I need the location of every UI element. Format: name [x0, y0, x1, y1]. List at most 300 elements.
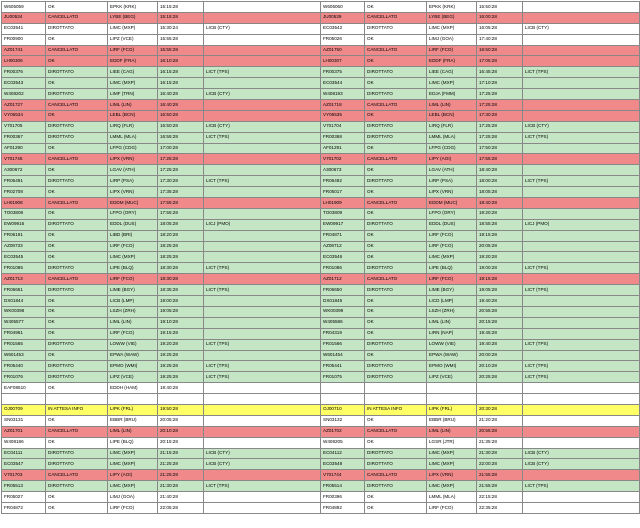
- table-row[interactable]: [2, 198, 640, 209]
- cell-right-code: FR06492: [321, 176, 365, 187]
- table-row[interactable]: [2, 404, 640, 415]
- cell-left-status: DIROTTATO: [46, 285, 108, 296]
- cell-left-extra: [204, 426, 321, 437]
- cell-right-route: EDDM (MUC): [427, 198, 477, 209]
- cell-left-route: LIEE (CAG): [108, 67, 158, 78]
- cell-left-status: OK: [46, 187, 108, 198]
- cell-left-time: 17:25:28: [158, 165, 204, 176]
- cell-left-time: 20:10:28: [158, 426, 204, 437]
- cell-left-status: IN ATTESA INFO: [46, 404, 108, 415]
- cell-left-status: OK: [46, 34, 108, 45]
- cell-right-extra: [523, 89, 640, 100]
- cell-left-status: DIROTTATO: [46, 263, 108, 274]
- cell-left-extra: [204, 100, 321, 111]
- cell-left-code: FR02708: [2, 187, 46, 198]
- cell-right-status: OK: [365, 306, 427, 317]
- cell-right-extra: [523, 2, 640, 13]
- cell-left-extra: LICB (CTY): [204, 89, 321, 100]
- cell-left-time: 20:05:28: [158, 415, 204, 426]
- cell-left-route: EPKK (KRK): [108, 2, 158, 13]
- table-row[interactable]: [2, 350, 640, 361]
- table-row[interactable]: [2, 45, 640, 56]
- cell-left-route: EPMO (WMI): [108, 361, 158, 372]
- cell-left-status: OK: [46, 437, 108, 448]
- cell-right-extra: [523, 274, 640, 285]
- cell-right-time: 18:40:28: [477, 198, 523, 209]
- cell-right-route: LEBL (BCN): [427, 110, 477, 121]
- cell-right-route: EPWA (WAW): [427, 350, 477, 361]
- table-row[interactable]: [2, 187, 640, 198]
- cell-right-status: DIROTTATO: [365, 448, 427, 459]
- table-row[interactable]: [2, 241, 640, 252]
- cell-left-code: LH00306: [2, 56, 46, 67]
- cell-left-code: W408202: [2, 89, 46, 100]
- cell-left-time: 20:15:28: [158, 437, 204, 448]
- cell-left-time: 19:25:28: [158, 361, 204, 372]
- cell-left-status: OK: [46, 165, 108, 176]
- table-row[interactable]: [2, 154, 640, 165]
- cell-right-time: 19:05:28: [477, 285, 523, 296]
- cell-left-extra: LICT (TPS): [204, 361, 321, 372]
- cell-right-route: EDDF (FRA): [427, 56, 477, 67]
- cell-left-status: DIROTTATO: [46, 219, 108, 230]
- cell-right-status: DIROTTATO: [365, 372, 427, 383]
- cell-right-route: LIPZ (VCE): [427, 372, 477, 383]
- cell-left-extra: [204, 328, 321, 339]
- cell-left-extra: LICT (TPS): [204, 176, 321, 187]
- cell-right-status: OK: [365, 350, 427, 361]
- cell-right-time: 22:00:28: [477, 459, 523, 470]
- cell-right-extra: [523, 252, 640, 263]
- cell-right-code: JU00539: [321, 12, 365, 23]
- cell-right-route: LIPY (AOI): [427, 154, 477, 165]
- cell-right-code: AZ08712: [321, 241, 365, 252]
- cell-left-status: DIROTTATO: [46, 448, 108, 459]
- cell-right-status: DIROTTATO: [365, 481, 427, 492]
- cell-left-status: DIROTTATO: [46, 481, 108, 492]
- cell-right-route: EPMO (WMI): [427, 361, 477, 372]
- table-row[interactable]: [2, 56, 640, 67]
- table-row[interactable]: [2, 132, 640, 143]
- cell-left-route: LIRP (PSA): [108, 176, 158, 187]
- cell-right-code: FR05017: [321, 187, 365, 198]
- cell-right-time: 20:05:28: [477, 241, 523, 252]
- cell-right-status: OK: [365, 143, 427, 154]
- cell-left-extra: LICT (TPS): [204, 285, 321, 296]
- flight-table-body: [2, 2, 640, 514]
- cell-left-extra: [204, 230, 321, 241]
- cell-left-code: FR00900: [2, 34, 46, 45]
- cell-right-time: 21:20:28: [477, 415, 523, 426]
- cell-left-time: 16:15:28: [158, 78, 204, 89]
- cell-left-extra: [204, 110, 321, 121]
- cell-left-code: FR06651: [2, 285, 46, 296]
- cell-right-status: DIROTTATO: [365, 361, 427, 372]
- cell-right-time: 17:25:28: [477, 100, 523, 111]
- table-row[interactable]: [2, 89, 640, 100]
- cell-right-extra: [523, 34, 640, 45]
- cell-right-route: LIRF (FCO): [427, 274, 477, 285]
- cell-left-extra: [204, 394, 321, 405]
- cell-left-route: LGAV (ATH): [108, 165, 158, 176]
- cell-right-time: 19:45:28: [477, 328, 523, 339]
- cell-left-time: 16:10:28: [158, 56, 204, 67]
- cell-left-code: AZ01741: [2, 45, 46, 56]
- cell-left-time: 16:50:28: [158, 121, 204, 132]
- cell-left-time: 21:25:28: [158, 459, 204, 470]
- table-row[interactable]: [2, 110, 640, 121]
- cell-right-status: [365, 394, 427, 405]
- table-row[interactable]: [2, 502, 640, 513]
- cell-left-code: AZ01701: [2, 426, 46, 437]
- cell-right-status: CANCELLATO: [365, 45, 427, 56]
- cell-right-route: LIRF (FCO): [427, 241, 477, 252]
- cell-left-code: DX01844: [2, 296, 46, 307]
- cell-left-extra: [204, 165, 321, 176]
- cell-right-status: OK: [365, 328, 427, 339]
- table-row[interactable]: [2, 383, 640, 394]
- cell-right-route: LIMC (MXP): [427, 448, 477, 459]
- table-row[interactable]: [2, 306, 640, 317]
- table-row[interactable]: [2, 34, 640, 45]
- cell-right-route: LIMC (MXP): [427, 23, 477, 34]
- cell-left-extra: [204, 415, 321, 426]
- table-row[interactable]: [2, 492, 640, 503]
- table-row[interactable]: [2, 448, 640, 459]
- cell-right-status: DIROTTATO: [365, 219, 427, 230]
- cell-left-status: DIROTTATO: [46, 23, 108, 34]
- cell-left-extra: LICT (TPS): [204, 67, 321, 78]
- cell-left-status: CANCELLATO: [46, 100, 108, 111]
- table-row[interactable]: [2, 274, 640, 285]
- cell-left-route: LIME (BGY): [108, 285, 158, 296]
- cell-left-route: LIPE (BLQ): [108, 263, 158, 274]
- cell-right-status: DIROTTATO: [365, 339, 427, 350]
- cell-left-route: LIRF (FCO): [108, 45, 158, 56]
- cell-left-status: OK: [46, 252, 108, 263]
- cell-right-route: LGSR (JTR): [427, 437, 477, 448]
- cell-right-route: LSZH (ZRH): [427, 306, 477, 317]
- cell-right-route: LIML (LIN): [427, 426, 477, 437]
- table-row[interactable]: [2, 2, 640, 13]
- cell-left-time: 18:25:28: [158, 252, 204, 263]
- cell-right-time: 17:10:28: [477, 78, 523, 89]
- cell-left-extra: [204, 187, 321, 198]
- cell-left-extra: [204, 404, 321, 415]
- cell-left-route: LIRF (FCO): [108, 502, 158, 513]
- cell-left-extra: LICT (TPS): [204, 263, 321, 274]
- cell-right-route: [427, 394, 477, 405]
- cell-right-code: VY06535: [321, 110, 365, 121]
- cell-left-code: V701703: [2, 470, 46, 481]
- cell-left-time: 16:40:28: [158, 89, 204, 100]
- table-row[interactable]: [2, 78, 640, 89]
- cell-right-extra: LICT (TPS): [523, 372, 640, 383]
- cell-right-route: LFPG (CDG): [427, 143, 477, 154]
- cell-left-route: LFPO (ORY): [108, 208, 158, 219]
- cell-right-route: LIMJ (GOA): [427, 34, 477, 45]
- table-row[interactable]: [2, 339, 640, 350]
- cell-right-route: LIML (LIN): [427, 100, 477, 111]
- cell-right-code: LH01909: [321, 198, 365, 209]
- cell-left-status: DIROTTATO: [46, 372, 108, 383]
- cell-right-extra: [523, 317, 640, 328]
- cell-right-extra: [523, 502, 640, 513]
- cell-right-route: LIML (LIN): [427, 317, 477, 328]
- cell-left-time: 18:25:28: [158, 241, 204, 252]
- table-row[interactable]: [2, 100, 640, 111]
- cell-left-time: [158, 394, 204, 405]
- cell-left-time: 18:30:28: [158, 263, 204, 274]
- cell-left-code: EC03547: [2, 459, 46, 470]
- table-row[interactable]: [2, 317, 640, 328]
- cell-left-status: DIROTTATO: [46, 132, 108, 143]
- cell-right-extra: [523, 426, 640, 437]
- cell-right-time: 16:00:28: [477, 12, 523, 23]
- cell-left-code: FR06491: [2, 176, 46, 187]
- cell-left-route: LIMC (MXP): [108, 448, 158, 459]
- cell-left-extra: [204, 34, 321, 45]
- cell-right-code: FR05441: [321, 361, 365, 372]
- cell-left-status: OK: [46, 2, 108, 13]
- cell-right-code: FR06650: [321, 285, 365, 296]
- cell-right-time: 18:40:28: [477, 165, 523, 176]
- cell-right-extra: [523, 415, 640, 426]
- cell-right-time: 16:45:28: [477, 67, 523, 78]
- cell-left-route: [108, 394, 158, 405]
- cell-right-status: CANCELLATO: [365, 470, 427, 481]
- cell-right-time: 18:55:28: [477, 219, 523, 230]
- cell-left-status: OK: [46, 350, 108, 361]
- cell-right-time: 20:10:28: [477, 361, 523, 372]
- cell-right-code: [321, 394, 365, 405]
- cell-right-route: LIMC (MXP): [427, 252, 477, 263]
- cell-right-time: 15:50:28: [477, 2, 523, 13]
- table-row[interactable]: [2, 219, 640, 230]
- cell-left-code: JU00534: [2, 12, 46, 23]
- table-row[interactable]: [2, 415, 640, 426]
- cell-right-time: 16:05:28: [477, 23, 523, 34]
- table-row[interactable]: [2, 143, 640, 154]
- cell-right-extra: LICT (TPS): [523, 67, 640, 78]
- cell-left-status: OK: [46, 56, 108, 67]
- cell-left-time: 15:30:24: [158, 23, 204, 34]
- cell-right-status: OK: [365, 165, 427, 176]
- cell-left-extra: [204, 383, 321, 394]
- cell-left-route: LIPX (VRN): [108, 154, 158, 165]
- cell-right-status: DIROTTATO: [365, 23, 427, 34]
- cell-left-status: [46, 394, 108, 405]
- cell-left-status: OK: [46, 296, 108, 307]
- cell-left-time: 19:10:28: [158, 317, 204, 328]
- cell-left-route: LFPG (CDG): [108, 143, 158, 154]
- cell-left-extra: [204, 306, 321, 317]
- table-row[interactable]: [2, 437, 640, 448]
- cell-right-extra: LICT (TPS): [523, 263, 640, 274]
- cell-left-time: 21:25:28: [158, 470, 204, 481]
- table-row[interactable]: [2, 372, 640, 383]
- cell-left-time: 18:20:28: [158, 230, 204, 241]
- cell-right-route: LICD (LMP): [427, 296, 477, 307]
- cell-left-route: LOWW (VIE): [108, 339, 158, 350]
- cell-right-time: 19:15:28: [477, 274, 523, 285]
- cell-left-route: LIMF (TRN): [108, 89, 158, 100]
- cell-left-route: LIPE (BLQ): [108, 437, 158, 448]
- cell-right-status: OK: [365, 110, 427, 121]
- cell-left-extra: [204, 502, 321, 513]
- cell-right-route: LIRF (FCO): [427, 45, 477, 56]
- cell-right-extra: [523, 241, 640, 252]
- cell-left-extra: [204, 492, 321, 503]
- cell-right-code: EC03546: [321, 252, 365, 263]
- cell-left-route: EBBR (BRU): [108, 415, 158, 426]
- cell-left-route: LIPZ (VCE): [108, 34, 158, 45]
- cell-right-time: 19:40:28: [477, 339, 523, 350]
- cell-right-status: DIROTTATO: [365, 89, 427, 100]
- table-row[interactable]: [2, 263, 640, 274]
- cell-right-route: LGAV (ATH): [427, 165, 477, 176]
- cell-left-extra: [204, 252, 321, 263]
- cell-left-status: CANCELLATO: [46, 45, 108, 56]
- table-row[interactable]: [2, 176, 640, 187]
- cell-right-extra: [523, 437, 640, 448]
- cell-right-extra: [523, 404, 640, 415]
- cell-right-code: AZ01750: [321, 45, 365, 56]
- table-row[interactable]: [2, 252, 640, 263]
- cell-right-time: 19:00:28: [477, 263, 523, 274]
- cell-left-route: LIML (LIN): [108, 100, 158, 111]
- table-row[interactable]: [2, 208, 640, 219]
- cell-right-code: EC03544: [321, 78, 365, 89]
- cell-right-extra: [523, 208, 640, 219]
- cell-left-route: LIPK (FRL): [108, 404, 158, 415]
- cell-right-status: OK: [365, 296, 427, 307]
- cell-right-time: 19:20:28: [477, 252, 523, 263]
- cell-left-status: OK: [46, 208, 108, 219]
- cell-left-status: DIROTTATO: [46, 459, 108, 470]
- cell-left-time: 16:50:28: [158, 110, 204, 121]
- cell-left-status: OK: [46, 306, 108, 317]
- cell-left-route: LSZH (ZRH): [108, 306, 158, 317]
- cell-right-code: W405586: [321, 317, 365, 328]
- cell-left-extra: [204, 350, 321, 361]
- cell-left-code: FR05440: [2, 361, 46, 372]
- cell-right-code: FR00375: [321, 67, 365, 78]
- cell-right-status: DIROTTATO: [365, 176, 427, 187]
- cell-right-route: LIMC (MXP): [427, 481, 477, 492]
- cell-right-extra: [523, 187, 640, 198]
- cell-right-status: OK: [365, 230, 427, 241]
- cell-right-route: EDDL (DUS): [427, 219, 477, 230]
- cell-left-code: EW09916: [2, 219, 46, 230]
- cell-left-status: OK: [46, 317, 108, 328]
- cell-left-route: LIML (LIN): [108, 426, 158, 437]
- cell-right-code: W408205: [321, 437, 365, 448]
- cell-left-extra: [204, 198, 321, 209]
- cell-right-code: FR00396: [321, 492, 365, 503]
- cell-right-time: 21:30:28: [477, 448, 523, 459]
- table-row[interactable]: [2, 328, 640, 339]
- cell-left-route: EDDL (DUS): [108, 219, 158, 230]
- table-row[interactable]: [2, 67, 640, 78]
- table-row[interactable]: [2, 121, 640, 132]
- cell-right-status: OK: [365, 2, 427, 13]
- cell-right-time: 17:05:28: [477, 56, 523, 67]
- table-row[interactable]: [2, 361, 640, 372]
- cell-left-time: 19:25:28: [158, 350, 204, 361]
- table-row[interactable]: [2, 23, 640, 34]
- cell-right-extra: LICB (CTY): [523, 459, 640, 470]
- cell-right-extra: [523, 306, 640, 317]
- cell-left-time: 16:40:28: [158, 100, 204, 111]
- cell-right-time: 21:35:28: [477, 437, 523, 448]
- table-row[interactable]: [2, 394, 640, 405]
- cell-left-time: 17:55:28: [158, 198, 204, 209]
- cell-right-time: 20:00:28: [477, 350, 523, 361]
- cell-left-code: W605059: [2, 2, 46, 13]
- cell-left-status: CANCELLATO: [46, 274, 108, 285]
- flight-status-table: [1, 1, 640, 514]
- cell-left-time: 15:15:28: [158, 2, 204, 13]
- cell-right-code: TO03809: [321, 208, 365, 219]
- cell-left-code: AZ08733: [2, 241, 46, 252]
- cell-left-code: AZ01713: [2, 274, 46, 285]
- cell-left-code: EC03545: [2, 252, 46, 263]
- cell-left-extra: [204, 317, 321, 328]
- table-row[interactable]: [2, 230, 640, 241]
- cell-right-time: 19:20:28: [477, 208, 523, 219]
- cell-right-extra: LICT (TPS): [523, 285, 640, 296]
- cell-right-status: OK: [365, 56, 427, 67]
- cell-left-code: FR05513: [2, 481, 46, 492]
- table-row[interactable]: [2, 296, 640, 307]
- cell-left-route: LIMC (MXP): [108, 252, 158, 263]
- cell-right-route: EBBR (BRU): [427, 415, 477, 426]
- table-row[interactable]: [2, 459, 640, 470]
- table-row[interactable]: [2, 165, 640, 176]
- table-row[interactable]: [2, 470, 640, 481]
- cell-left-status: CANCELLATO: [46, 12, 108, 23]
- cell-right-time: 17:25:28: [477, 89, 523, 100]
- table-row[interactable]: [2, 285, 640, 296]
- cell-right-status: [365, 383, 427, 394]
- cell-left-time: 19:00:28: [158, 296, 204, 307]
- cell-left-route: LIML (LIN): [108, 317, 158, 328]
- cell-left-route: LIMC (MXP): [108, 78, 158, 89]
- cell-left-time: 18:30:28: [158, 274, 204, 285]
- cell-right-time: 18:00:28: [477, 176, 523, 187]
- table-row[interactable]: [2, 12, 640, 23]
- cell-right-status: OK: [365, 78, 427, 89]
- cell-right-status: CANCELLATO: [365, 198, 427, 209]
- cell-left-status: DIROTTATO: [46, 89, 108, 100]
- cell-right-code: EW09917: [321, 219, 365, 230]
- table-row[interactable]: [2, 426, 640, 437]
- cell-left-time: 16:55:28: [158, 132, 204, 143]
- cell-left-route: LIMC (MXP): [108, 23, 158, 34]
- cell-left-time: 15:55:28: [158, 34, 204, 45]
- cell-right-code: AF01291: [321, 143, 365, 154]
- cell-left-code: FR04961: [2, 328, 46, 339]
- cell-right-route: EPKK (KRK): [427, 2, 477, 13]
- cell-right-code: OJ00710: [321, 404, 365, 415]
- cell-right-route: LIEE (CAG): [427, 67, 477, 78]
- cell-right-route: [427, 383, 477, 394]
- cell-right-code: FR01086: [321, 263, 365, 274]
- cell-left-time: 19:15:28: [158, 328, 204, 339]
- table-row[interactable]: [2, 481, 640, 492]
- cell-right-time: 22:35:28: [477, 502, 523, 513]
